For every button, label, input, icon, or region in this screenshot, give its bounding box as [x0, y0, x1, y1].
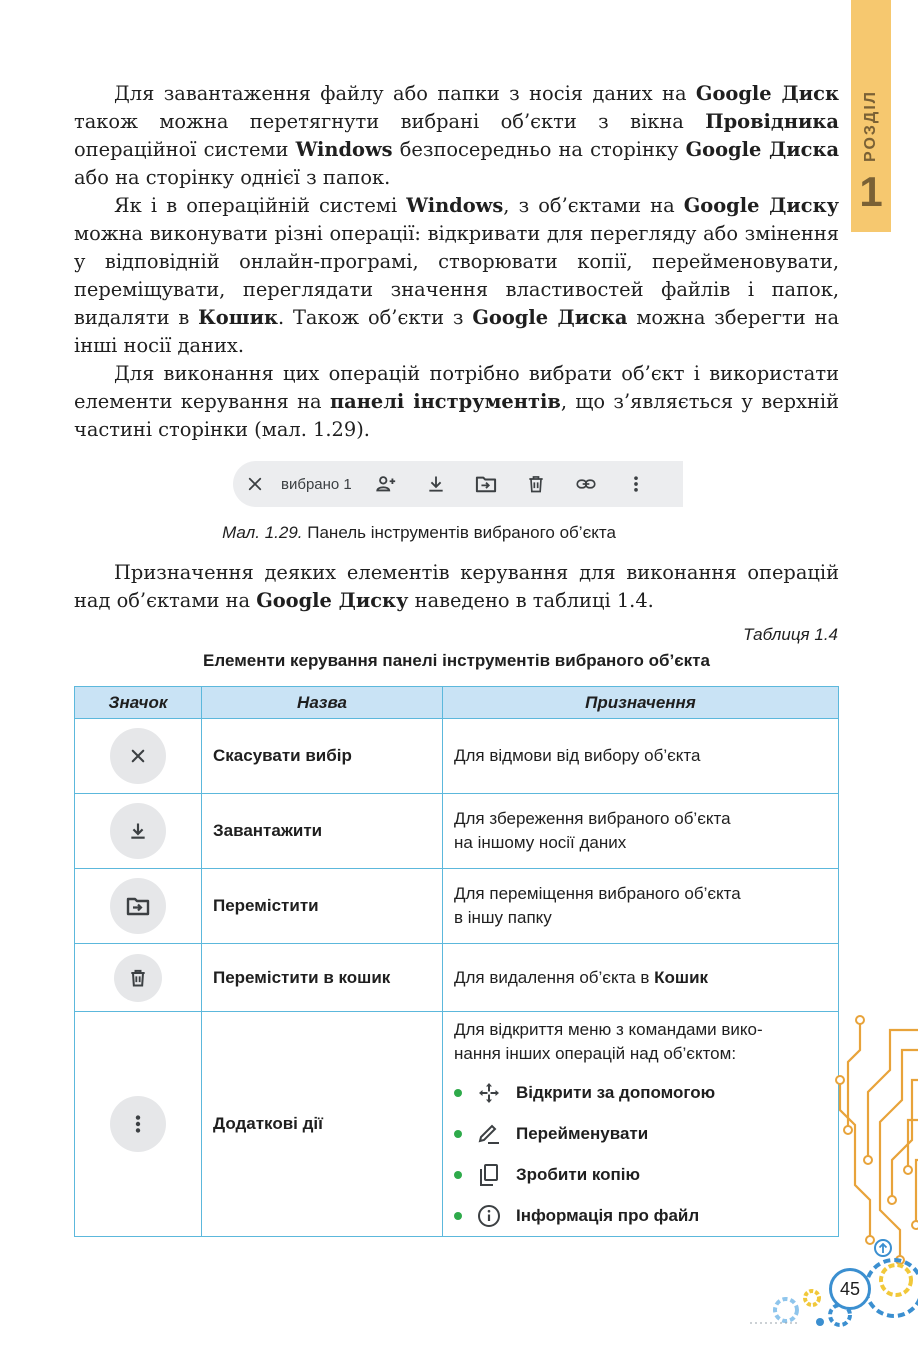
more-vert-icon	[110, 1096, 166, 1152]
table-header-row	[75, 687, 839, 719]
table-row	[75, 719, 839, 794]
bullet	[454, 1212, 462, 1220]
selected-count-label: вибрано 1	[281, 475, 352, 493]
row-name: Перемістити в кошик	[202, 944, 443, 1012]
link-icon[interactable]	[574, 472, 598, 496]
close-icon[interactable]	[243, 472, 267, 496]
bullet	[454, 1130, 462, 1138]
text-block-middle	[74, 559, 839, 615]
row-name: Скасувати вибір	[202, 719, 443, 794]
header-purpose: Призначення	[443, 687, 839, 719]
row-desc: Для відкриття меню з командами вико- нання інших операцій над об’єктом: Відкрити за допомогою Перейменувати Зробити копію Інформація про файл	[443, 1012, 839, 1237]
table-number: Таблиця 1.4	[743, 625, 838, 644]
row-name: Додаткові дії	[202, 1012, 443, 1237]
open-with-icon	[476, 1080, 502, 1106]
bullet	[454, 1171, 462, 1179]
download-icon[interactable]	[424, 472, 448, 496]
row-name: Перемістити	[202, 869, 443, 944]
paragraph-4: Призначення деяких елементів керування для виконання операцій над об’єктами на Google Диску наведено в таблиці 1.4.	[74, 561, 839, 612]
figure-caption: Мал. 1.29. Панель інструментів вибраного об’єкта	[222, 523, 616, 542]
add-person-icon[interactable]	[374, 472, 398, 496]
copy-icon	[476, 1162, 502, 1188]
download-icon	[110, 803, 166, 859]
page-number: 45	[829, 1268, 871, 1310]
close-icon	[110, 728, 166, 784]
paragraph-3: Для виконання цих операцій потрібно вибрати об’єкт і використати елементи керування на панелі інструментів, що з’являється у верхній частині сторінки (мал. 1.29).	[74, 362, 839, 441]
move-to-folder-icon[interactable]	[474, 472, 498, 496]
header-icon: Значок	[75, 687, 202, 719]
controls-table	[74, 686, 839, 1237]
circuit-decoration	[740, 1010, 918, 1360]
table-row	[75, 794, 839, 869]
paragraph-1: Для завантаження файлу або папки з носія даних на Google Диск також можна перетягнути вибрані об’єкти з вікна Провідника операційної системи Windows безпосередньо на сторінку Google Диска або на сторінку однієї з папок.	[74, 82, 840, 189]
row-desc: Для збереження вибраного об’єкта на іншому носії даних	[443, 794, 839, 869]
list-item: Інформація про файл	[454, 1195, 838, 1236]
table-row	[75, 1012, 839, 1237]
table-row	[75, 944, 839, 1012]
move-to-folder-icon	[110, 878, 166, 934]
row-name: Завантажити	[202, 794, 443, 869]
list-item: Перейменувати	[454, 1113, 838, 1154]
selection-toolbar	[233, 461, 683, 507]
table-title: Елементи керування панелі інструментів вибраного об’єкта	[203, 651, 710, 670]
chapter-number: 1	[859, 168, 883, 215]
list-item: Відкрити за допомогою	[454, 1072, 838, 1113]
info-icon	[476, 1203, 502, 1229]
row-desc: Для переміщення вибраного об’єкта в іншу папку	[443, 869, 839, 944]
trash-icon[interactable]	[524, 472, 548, 496]
row-desc: Для видалення об’єкта в Кошик	[443, 944, 839, 1012]
paragraph-2: Як і в операційній системі Windows, з об’єктами на Google Диску можна виконувати різні операції: відкривати для перегляду або змінення у відповідній онлайн-програмі, створювати копії, перейменовувати, переміщувати, переглядати значення властивостей файлів і папок, видаляти в Кошик. Також об’єкти з Google Диска можна зберегти на інші носії даних.	[74, 194, 840, 357]
chapter-word: РОЗДІЛ	[862, 90, 879, 162]
text-block-top	[74, 80, 839, 444]
trash-icon	[114, 954, 162, 1002]
table-row	[75, 869, 839, 944]
bullet	[454, 1089, 462, 1097]
row-desc: Для відмови від вибору об’єкта	[443, 719, 839, 794]
header-name: Назва	[202, 687, 443, 719]
more-vert-icon[interactable]	[624, 472, 648, 496]
list-item: Зробити копію	[454, 1154, 838, 1195]
rename-icon	[476, 1121, 502, 1147]
